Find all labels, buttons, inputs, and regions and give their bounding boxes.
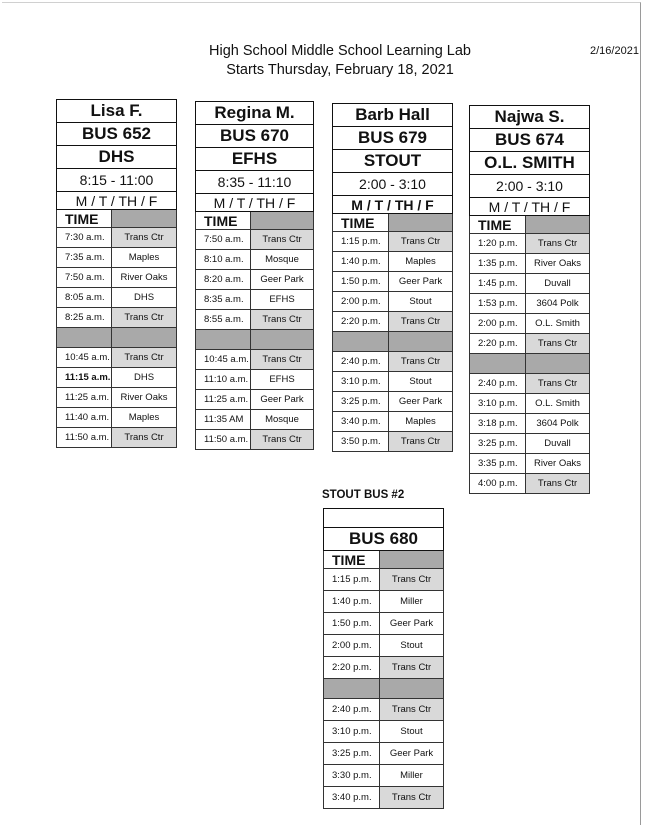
stop-row xyxy=(57,248,177,268)
stop-time: 11:10 a.m. xyxy=(196,370,251,390)
stop-row xyxy=(470,454,590,474)
stop-location: EFHS xyxy=(251,290,314,310)
stop-location: 3604 Polk xyxy=(526,294,590,314)
school-days: M / T / TH / F xyxy=(333,196,453,214)
stop-row xyxy=(470,434,590,454)
stop-row xyxy=(196,410,314,430)
stop-location: Trans Ctr xyxy=(526,334,590,354)
stop-location: EFHS xyxy=(251,370,314,390)
gap-cell xyxy=(251,330,314,350)
stop-row xyxy=(196,250,314,270)
school-row xyxy=(196,148,314,171)
stop-location: Stout xyxy=(380,635,444,657)
stop-location: Geer Park xyxy=(389,392,453,412)
stop-time: 3:25 p.m. xyxy=(470,434,526,454)
stop-row xyxy=(333,232,453,252)
stop-location: Trans Ctr xyxy=(389,232,453,252)
blank-cell xyxy=(324,509,444,528)
stop-location: DHS xyxy=(112,368,177,388)
stop-row xyxy=(333,252,453,272)
bus-number: BUS 674 xyxy=(470,129,590,152)
stop-time: 1:50 p.m. xyxy=(333,272,389,292)
stop-column-header xyxy=(112,210,177,228)
dismissal-stops xyxy=(470,374,590,494)
stop-row xyxy=(57,228,177,248)
stop-time: 8:05 a.m. xyxy=(57,288,112,308)
school-name: EFHS xyxy=(196,148,314,171)
days-row xyxy=(196,194,314,212)
stop-location: Trans Ctr xyxy=(112,348,177,368)
gap-cell xyxy=(333,332,389,352)
school-name: DHS xyxy=(57,146,177,169)
document-date: 2/16/2021 xyxy=(590,45,639,57)
stop-row xyxy=(333,412,453,432)
stop-time: 11:25 a.m. xyxy=(196,390,251,410)
stop-location: Trans Ctr xyxy=(380,657,444,679)
stop-column-header xyxy=(389,214,453,232)
stop-time: 11:15 a.m. xyxy=(57,368,112,388)
title-line-2: Starts Thursday, February 18, 2021 xyxy=(226,62,454,78)
dismissal-stops xyxy=(333,352,453,452)
bus-row xyxy=(470,129,590,152)
stop-row xyxy=(196,350,314,370)
driver-row xyxy=(470,106,590,129)
school-hours: 2:00 - 3:10 xyxy=(333,173,453,196)
stop-location: Maples xyxy=(389,252,453,272)
stop-time: 2:20 p.m. xyxy=(470,334,526,354)
stop-time: 8:25 a.m. xyxy=(57,308,112,328)
stop-time: 10:45 a.m. xyxy=(196,350,251,370)
school-row xyxy=(470,152,590,175)
stop-row xyxy=(324,591,444,613)
stop-time: 11:50 a.m. xyxy=(57,428,112,448)
hours-row xyxy=(470,175,590,198)
driver-name: Lisa F. xyxy=(57,100,177,123)
title-line-1: High School Middle School Learning Lab xyxy=(209,43,471,59)
bus-row xyxy=(57,123,177,146)
stop-location: Maples xyxy=(389,412,453,432)
hours-row xyxy=(333,173,453,196)
stop-location: Trans Ctr xyxy=(389,312,453,332)
stop-time: 3:40 p.m. xyxy=(333,412,389,432)
stop-row xyxy=(470,254,590,274)
stop-location: Geer Park xyxy=(389,272,453,292)
stop-time: 8:20 a.m. xyxy=(196,270,251,290)
stop-time: 1:50 p.m. xyxy=(324,613,380,635)
stop-location: Trans Ctr xyxy=(251,430,314,450)
afternoon-stops xyxy=(333,232,453,332)
stop-row xyxy=(196,230,314,250)
stop-row xyxy=(333,272,453,292)
stop-location: Trans Ctr xyxy=(389,432,453,452)
stout-bus-2-label: STOUT BUS #2 xyxy=(322,489,405,501)
bus-row xyxy=(324,528,444,551)
stop-location: Trans Ctr xyxy=(251,350,314,370)
hours-row xyxy=(196,171,314,194)
stop-row xyxy=(470,394,590,414)
stop-location: Geer Park xyxy=(251,390,314,410)
bus-schedule-674 xyxy=(469,105,590,494)
driver-row xyxy=(333,104,453,127)
stop-row xyxy=(324,787,444,809)
time-column-header: TIME xyxy=(57,210,112,228)
stop-row xyxy=(196,430,314,450)
stop-column-header xyxy=(251,212,314,230)
stop-location: Miller xyxy=(380,765,444,787)
stop-time: 3:25 p.m. xyxy=(324,743,380,765)
gap-row xyxy=(57,328,177,348)
stop-location: Stout xyxy=(389,372,453,392)
stop-location: 3604 Polk xyxy=(526,414,590,434)
stop-row xyxy=(333,352,453,372)
driver-name: Najwa S. xyxy=(470,106,590,129)
afternoon-stops xyxy=(324,569,444,679)
stop-row xyxy=(324,613,444,635)
stop-location: Maples xyxy=(112,248,177,268)
stop-time: 11:35 AM xyxy=(196,410,251,430)
bus-schedule-680 xyxy=(323,508,444,809)
stop-location: Duvall xyxy=(526,434,590,454)
days-row xyxy=(57,192,177,210)
stop-location: Duvall xyxy=(526,274,590,294)
stop-row xyxy=(57,268,177,288)
afternoon-stops xyxy=(470,234,590,354)
stop-row xyxy=(57,288,177,308)
school-name: O.L. SMITH xyxy=(470,152,590,175)
driver-row xyxy=(196,102,314,125)
gap-cell xyxy=(380,679,444,699)
bus-schedule-670 xyxy=(195,101,314,450)
stop-row xyxy=(57,388,177,408)
stop-time: 10:45 a.m. xyxy=(57,348,112,368)
stop-row xyxy=(324,765,444,787)
stop-row xyxy=(324,721,444,743)
school-hours: 8:35 - 11:10 xyxy=(196,171,314,194)
stop-location: Trans Ctr xyxy=(526,474,590,494)
stop-row xyxy=(470,314,590,334)
stop-time: 3:18 p.m. xyxy=(470,414,526,434)
stop-row xyxy=(57,428,177,448)
stop-location: Geer Park xyxy=(251,270,314,290)
stop-time: 2:40 p.m. xyxy=(324,699,380,721)
stop-time: 3:35 p.m. xyxy=(470,454,526,474)
stop-location: River Oaks xyxy=(112,388,177,408)
school-name: STOUT xyxy=(333,150,453,173)
stop-time: 3:10 p.m. xyxy=(470,394,526,414)
stop-time: 8:35 a.m. xyxy=(196,290,251,310)
stop-row xyxy=(470,234,590,254)
stop-location: Maples xyxy=(112,408,177,428)
school-days: M / T / TH / F xyxy=(57,192,177,210)
stop-location: Trans Ctr xyxy=(112,228,177,248)
stop-row xyxy=(324,699,444,721)
stop-time: 3:10 p.m. xyxy=(333,372,389,392)
bus-row xyxy=(196,125,314,148)
bus-number: BUS 680 xyxy=(324,528,444,551)
school-row xyxy=(57,146,177,169)
stop-location: River Oaks xyxy=(526,254,590,274)
stop-row xyxy=(57,408,177,428)
stop-time: 1:15 p.m. xyxy=(333,232,389,252)
gap-row xyxy=(196,330,314,350)
stop-time: 2:00 p.m. xyxy=(470,314,526,334)
time-column-header: TIME xyxy=(470,216,526,234)
stop-time: 8:10 a.m. xyxy=(196,250,251,270)
stop-location: Mosque xyxy=(251,410,314,430)
gap-row xyxy=(333,332,453,352)
midday-stops xyxy=(196,350,314,450)
hours-row xyxy=(57,169,177,192)
time-header-row xyxy=(57,210,177,228)
stop-location: River Oaks xyxy=(112,268,177,288)
stop-time: 7:30 a.m. xyxy=(57,228,112,248)
bus-schedule-652 xyxy=(56,99,177,448)
stop-row xyxy=(333,312,453,332)
stop-time: 1:45 p.m. xyxy=(470,274,526,294)
stop-row xyxy=(196,270,314,290)
gap-cell xyxy=(389,332,453,352)
morning-stops xyxy=(196,230,314,330)
driver-name: Regina M. xyxy=(196,102,314,125)
driver-row xyxy=(57,100,177,123)
stop-time: 8:55 a.m. xyxy=(196,310,251,330)
stop-row xyxy=(57,348,177,368)
dismissal-stops xyxy=(324,699,444,809)
stop-row xyxy=(470,334,590,354)
stop-location: Trans Ctr xyxy=(251,310,314,330)
school-hours: 8:15 - 11:00 xyxy=(57,169,177,192)
stop-time: 1:20 p.m. xyxy=(470,234,526,254)
stop-location: River Oaks xyxy=(526,454,590,474)
stop-time: 11:40 a.m. xyxy=(57,408,112,428)
stop-location: Trans Ctr xyxy=(112,428,177,448)
stop-location: Trans Ctr xyxy=(526,374,590,394)
time-column-header: TIME xyxy=(324,551,380,569)
stop-time: 3:40 p.m. xyxy=(324,787,380,809)
gap-cell xyxy=(324,679,380,699)
stop-row xyxy=(333,372,453,392)
time-header-row xyxy=(196,212,314,230)
gap-cell xyxy=(470,354,526,374)
morning-stops xyxy=(57,228,177,328)
stop-time: 3:10 p.m. xyxy=(324,721,380,743)
stop-row xyxy=(57,368,177,388)
stop-time: 3:50 p.m. xyxy=(333,432,389,452)
stop-row xyxy=(324,657,444,679)
school-hours: 2:00 - 3:10 xyxy=(470,175,590,198)
stop-time: 1:15 p.m. xyxy=(324,569,380,591)
stop-time: 11:50 a.m. xyxy=(196,430,251,450)
gap-cell xyxy=(112,328,177,348)
stop-location: Miller xyxy=(380,591,444,613)
stop-location: O.L. Smith xyxy=(526,314,590,334)
stop-time: 7:50 a.m. xyxy=(57,268,112,288)
blank-row xyxy=(324,509,444,528)
stop-row xyxy=(470,294,590,314)
gap-cell xyxy=(196,330,251,350)
stop-location: Trans Ctr xyxy=(112,308,177,328)
stop-location: Trans Ctr xyxy=(380,569,444,591)
stop-time: 2:20 p.m. xyxy=(333,312,389,332)
bus-number: BUS 679 xyxy=(333,127,453,150)
school-days: M / T / TH / F xyxy=(470,198,590,216)
stop-location: Trans Ctr xyxy=(251,230,314,250)
gap-cell xyxy=(526,354,590,374)
stop-time: 4:00 p.m. xyxy=(470,474,526,494)
stop-time: 7:35 a.m. xyxy=(57,248,112,268)
time-header-row xyxy=(324,551,444,569)
time-header-row xyxy=(470,216,590,234)
stop-location: Geer Park xyxy=(380,743,444,765)
bus-schedule-679 xyxy=(332,103,453,452)
stop-location: Stout xyxy=(380,721,444,743)
driver-name: Barb Hall xyxy=(333,104,453,127)
stop-row xyxy=(470,414,590,434)
stop-row xyxy=(333,392,453,412)
stop-location: Mosque xyxy=(251,250,314,270)
stop-row xyxy=(57,308,177,328)
gap-row xyxy=(470,354,590,374)
stop-time: 2:00 p.m. xyxy=(333,292,389,312)
stop-time: 11:25 a.m. xyxy=(57,388,112,408)
bus-number: BUS 670 xyxy=(196,125,314,148)
stop-row xyxy=(196,310,314,330)
stop-location: Geer Park xyxy=(380,613,444,635)
stop-location: Trans Ctr xyxy=(389,352,453,372)
stop-row xyxy=(470,274,590,294)
stop-time: 3:25 p.m. xyxy=(333,392,389,412)
stop-row xyxy=(333,292,453,312)
gap-row xyxy=(324,679,444,699)
stop-time: 1:40 p.m. xyxy=(333,252,389,272)
stop-column-header xyxy=(380,551,444,569)
time-column-header: TIME xyxy=(196,212,251,230)
stop-time: 7:50 a.m. xyxy=(196,230,251,250)
stop-row xyxy=(196,370,314,390)
school-days: M / T / TH / F xyxy=(196,194,314,212)
stop-row xyxy=(324,569,444,591)
stop-row xyxy=(333,432,453,452)
stop-time: 2:20 p.m. xyxy=(324,657,380,679)
bus-number: BUS 652 xyxy=(57,123,177,146)
stop-time: 2:00 p.m. xyxy=(324,635,380,657)
stop-location: Stout xyxy=(389,292,453,312)
stop-location: Trans Ctr xyxy=(380,787,444,809)
stop-location: Trans Ctr xyxy=(526,234,590,254)
midday-stops xyxy=(57,348,177,448)
stop-time: 3:30 p.m. xyxy=(324,765,380,787)
stop-location: O.L. Smith xyxy=(526,394,590,414)
bus-row xyxy=(333,127,453,150)
stop-location: DHS xyxy=(112,288,177,308)
stop-row xyxy=(196,290,314,310)
time-header-row xyxy=(333,214,453,232)
stop-time: 2:40 p.m. xyxy=(333,352,389,372)
stop-time: 1:53 p.m. xyxy=(470,294,526,314)
stop-time: 1:35 p.m. xyxy=(470,254,526,274)
stop-row xyxy=(324,743,444,765)
school-row xyxy=(333,150,453,173)
stop-row xyxy=(196,390,314,410)
days-row xyxy=(333,196,453,214)
stop-row xyxy=(324,635,444,657)
stop-column-header xyxy=(526,216,590,234)
stop-time: 2:40 p.m. xyxy=(470,374,526,394)
stop-row xyxy=(470,374,590,394)
days-row xyxy=(470,198,590,216)
stop-row xyxy=(470,474,590,494)
stop-location: Trans Ctr xyxy=(380,699,444,721)
gap-cell xyxy=(57,328,112,348)
time-column-header: TIME xyxy=(333,214,389,232)
document-title xyxy=(150,42,530,80)
stop-time: 1:40 p.m. xyxy=(324,591,380,613)
